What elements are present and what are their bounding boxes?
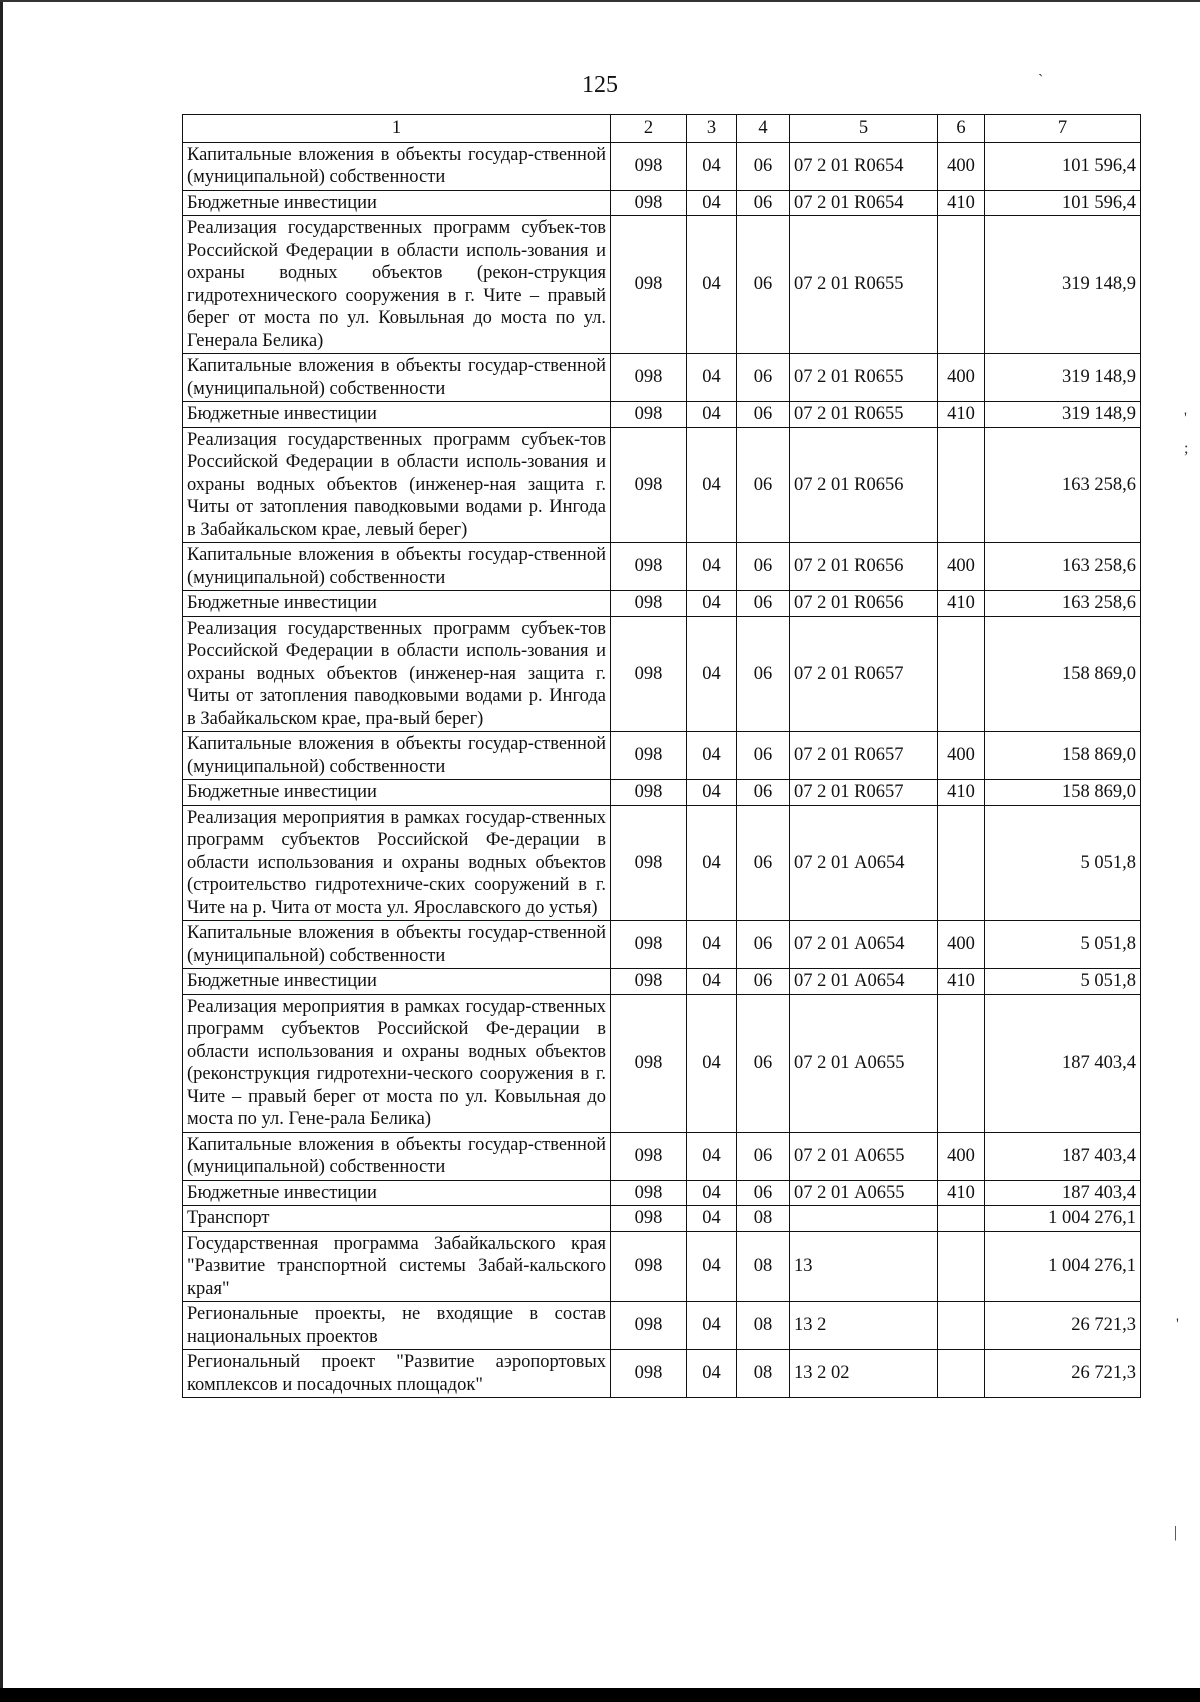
table-row	[183, 216, 1141, 354]
subsection-code: 08	[737, 1302, 790, 1350]
admin-code: 098	[611, 780, 687, 806]
subsection-code: 06	[737, 994, 790, 1132]
row-description: Реализация государственных программ субъек-тов Российской Федерации в области исполь-зования и охраны водных объектов (инженер-ная защита г. Читы от затопления паводковыми водами р. Ингода в Забайкальском крае, левый берег)	[183, 427, 611, 543]
amount: 158 869,0	[985, 732, 1141, 780]
expense-type-code: 410	[938, 402, 985, 428]
subsection-code: 08	[737, 1231, 790, 1302]
table-row	[183, 732, 1141, 780]
table-row	[183, 921, 1141, 969]
subsection-code: 06	[737, 216, 790, 354]
table-row	[183, 616, 1141, 732]
subsection-code: 06	[737, 616, 790, 732]
target-article-code: 07 2 01 R0656	[790, 591, 938, 617]
scan-mark: ;	[1184, 440, 1189, 457]
table-row	[183, 402, 1141, 428]
subsection-code: 06	[737, 190, 790, 216]
expense-type-code: 400	[938, 543, 985, 591]
section-code: 04	[687, 1132, 737, 1180]
row-description: Бюджетные инвестиции	[183, 591, 611, 617]
expense-type-code: 400	[938, 732, 985, 780]
amount: 1 004 276,1	[985, 1206, 1141, 1232]
table-row	[183, 805, 1141, 921]
expense-type-code: 400	[938, 921, 985, 969]
section-code: 04	[687, 780, 737, 806]
target-article-code: 13	[790, 1231, 938, 1302]
expense-type-code: 410	[938, 1180, 985, 1206]
table-row	[183, 969, 1141, 995]
row-description: Капитальные вложения в объекты государ-ственной (муниципальной) собственности	[183, 354, 611, 402]
admin-code: 098	[611, 1132, 687, 1180]
row-description: Бюджетные инвестиции	[183, 969, 611, 995]
section-code: 04	[687, 1180, 737, 1206]
table-row	[183, 142, 1141, 190]
section-code: 04	[687, 1206, 737, 1232]
expense-type-code: 410	[938, 780, 985, 806]
scan-mark: '	[1176, 1316, 1179, 1333]
admin-code: 098	[611, 1206, 687, 1232]
subsection-code: 06	[737, 354, 790, 402]
admin-code: 098	[611, 142, 687, 190]
target-article-code: 07 2 01 R0655	[790, 402, 938, 428]
expense-type-code	[938, 994, 985, 1132]
subsection-code: 06	[737, 805, 790, 921]
section-code: 04	[687, 732, 737, 780]
target-article-code: 07 2 01 R0657	[790, 780, 938, 806]
expense-type-code	[938, 1231, 985, 1302]
row-description: Капитальные вложения в объекты государ-ственной (муниципальной) собственности	[183, 543, 611, 591]
target-article-code: 07 2 01 R0657	[790, 732, 938, 780]
table-body	[183, 142, 1141, 1398]
section-code: 04	[687, 616, 737, 732]
amount: 319 148,9	[985, 216, 1141, 354]
amount: 5 051,8	[985, 805, 1141, 921]
row-description: Капитальные вложения в объекты государ-ственной (муниципальной) собственности	[183, 1132, 611, 1180]
table-row	[183, 591, 1141, 617]
admin-code: 098	[611, 427, 687, 543]
expense-type-code	[938, 1206, 985, 1232]
section-code: 04	[687, 402, 737, 428]
section-code: 04	[687, 142, 737, 190]
expense-type-code: 400	[938, 142, 985, 190]
subsection-code: 06	[737, 427, 790, 543]
scan-edge-left	[0, 0, 3, 1702]
subsection-code: 06	[737, 1132, 790, 1180]
amount: 26 721,3	[985, 1350, 1141, 1398]
subsection-code: 08	[737, 1206, 790, 1232]
table-row	[183, 1206, 1141, 1232]
target-article-code: 07 2 01 R0655	[790, 354, 938, 402]
table-row	[183, 1350, 1141, 1398]
target-article-code: 07 2 01 А0654	[790, 805, 938, 921]
expense-type-code	[938, 216, 985, 354]
expense-type-code: 400	[938, 354, 985, 402]
expense-type-code: 410	[938, 969, 985, 995]
subsection-code: 06	[737, 921, 790, 969]
section-code: 04	[687, 216, 737, 354]
subsection-code: 06	[737, 543, 790, 591]
section-code: 04	[687, 921, 737, 969]
amount: 319 148,9	[985, 402, 1141, 428]
target-article-code: 13 2 02	[790, 1350, 938, 1398]
admin-code: 098	[611, 216, 687, 354]
row-description: Региональные проекты, не входящие в состав национальных проектов	[183, 1302, 611, 1350]
amount: 187 403,4	[985, 994, 1141, 1132]
expense-type-code	[938, 1302, 985, 1350]
row-description: Капитальные вложения в объекты государ-ственной (муниципальной) собственности	[183, 732, 611, 780]
target-article-code: 07 2 01 R0656	[790, 427, 938, 543]
target-article-code: 07 2 01 R0654	[790, 190, 938, 216]
amount: 187 403,4	[985, 1132, 1141, 1180]
column-header: 7	[985, 115, 1141, 143]
section-code: 04	[687, 190, 737, 216]
target-article-code: 07 2 01 R0654	[790, 142, 938, 190]
section-code: 04	[687, 1231, 737, 1302]
column-header: 1	[183, 115, 611, 143]
expense-type-code	[938, 1350, 985, 1398]
target-article-code: 07 2 01 А0655	[790, 994, 938, 1132]
table-row	[183, 1302, 1141, 1350]
amount: 319 148,9	[985, 354, 1141, 402]
expense-type-code	[938, 805, 985, 921]
section-code: 04	[687, 591, 737, 617]
amount: 1 004 276,1	[985, 1231, 1141, 1302]
table-row	[183, 354, 1141, 402]
target-article-code: 07 2 01 А0655	[790, 1180, 938, 1206]
subsection-code: 06	[737, 780, 790, 806]
table-row	[183, 543, 1141, 591]
admin-code: 098	[611, 402, 687, 428]
scan-mark: |	[1174, 1524, 1178, 1541]
scan-edge-bottom	[0, 1688, 1200, 1702]
row-description: Региональный проект "Развитие аэропортовых комплексов и посадочных площадок"	[183, 1350, 611, 1398]
section-code: 04	[687, 1350, 737, 1398]
table-row	[183, 1180, 1141, 1206]
expense-type-code: 400	[938, 1132, 985, 1180]
table-row	[183, 190, 1141, 216]
admin-code: 098	[611, 1180, 687, 1206]
column-header: 3	[687, 115, 737, 143]
row-description: Транспорт	[183, 1206, 611, 1232]
section-code: 04	[687, 354, 737, 402]
amount: 163 258,6	[985, 427, 1141, 543]
admin-code: 098	[611, 994, 687, 1132]
subsection-code: 06	[737, 591, 790, 617]
subsection-code: 06	[737, 142, 790, 190]
amount: 101 596,4	[985, 142, 1141, 190]
row-description: Реализация государственных программ субъек-тов Российской Федерации в области исполь-зования и охраны водных объектов (инженер-ная защита г. Читы от затопления паводковыми водами р. Ингода в Забайкальском крае, пра-вый берег)	[183, 616, 611, 732]
target-article-code: 07 2 01 R0657	[790, 616, 938, 732]
section-code: 04	[687, 1302, 737, 1350]
admin-code: 098	[611, 969, 687, 995]
amount: 187 403,4	[985, 1180, 1141, 1206]
admin-code: 098	[611, 591, 687, 617]
admin-code: 098	[611, 616, 687, 732]
scan-edge-top	[0, 0, 1200, 2]
amount: 158 869,0	[985, 780, 1141, 806]
admin-code: 098	[611, 354, 687, 402]
table-row	[183, 1231, 1141, 1302]
table-header-row	[183, 115, 1141, 143]
row-description: Реализация мероприятия в рамках государ-ственных программ субъектов Российской Фе-дерации в области использования и охраны водных объектов (реконструкция гидротехни-ческого сооружения в г. Чите – правый берег от моста по ул. Ковыльная до моста по ул. Гене-рала Белика)	[183, 994, 611, 1132]
scan-mark: `	[1038, 72, 1044, 89]
section-code: 04	[687, 994, 737, 1132]
row-description: Капитальные вложения в объекты государ-ственной (муниципальной) собственности	[183, 921, 611, 969]
admin-code: 098	[611, 1302, 687, 1350]
target-article-code: 13 2	[790, 1302, 938, 1350]
expense-type-code	[938, 616, 985, 732]
amount: 163 258,6	[985, 591, 1141, 617]
row-description: Капитальные вложения в объекты государ-ственной (муниципальной) собственности	[183, 142, 611, 190]
target-article-code	[790, 1206, 938, 1232]
admin-code: 098	[611, 1231, 687, 1302]
expense-type-code: 410	[938, 190, 985, 216]
target-article-code: 07 2 01 А0654	[790, 921, 938, 969]
scan-mark: '	[1184, 410, 1187, 427]
amount: 101 596,4	[985, 190, 1141, 216]
section-code: 04	[687, 427, 737, 543]
admin-code: 098	[611, 1350, 687, 1398]
amount: 158 869,0	[985, 616, 1141, 732]
row-description: Реализация мероприятия в рамках государ-ственных программ субъектов Российской Фе-дерации в области использования и охраны водных объектов (строительство гидротехниче-ских сооружений в г. Чите на р. Чита от моста ул. Ярославского до устья)	[183, 805, 611, 921]
target-article-code: 07 2 01 А0654	[790, 969, 938, 995]
row-description: Бюджетные инвестиции	[183, 1180, 611, 1206]
amount: 5 051,8	[985, 921, 1141, 969]
column-header: 4	[737, 115, 790, 143]
table-row	[183, 427, 1141, 543]
row-description: Бюджетные инвестиции	[183, 190, 611, 216]
table-row	[183, 1132, 1141, 1180]
expense-type-code: 410	[938, 591, 985, 617]
section-code: 04	[687, 805, 737, 921]
table-row	[183, 994, 1141, 1132]
amount: 163 258,6	[985, 543, 1141, 591]
column-header: 5	[790, 115, 938, 143]
subsection-code: 06	[737, 969, 790, 995]
admin-code: 098	[611, 543, 687, 591]
page-number: 125	[582, 72, 618, 98]
row-description: Реализация государственных программ субъек-тов Российской Федерации в области исполь-зования и охраны водных объектов (рекон-струкция гидротехнического сооружения в г. Чите – правый берег от моста по ул. Ковыльная до моста по ул. Генерала Белика)	[183, 216, 611, 354]
section-code: 04	[687, 543, 737, 591]
subsection-code: 06	[737, 402, 790, 428]
admin-code: 098	[611, 732, 687, 780]
subsection-code: 06	[737, 1180, 790, 1206]
table-row	[183, 780, 1141, 806]
row-description: Бюджетные инвестиции	[183, 780, 611, 806]
admin-code: 098	[611, 921, 687, 969]
section-code: 04	[687, 969, 737, 995]
target-article-code: 07 2 01 А0655	[790, 1132, 938, 1180]
subsection-code: 08	[737, 1350, 790, 1398]
budget-table	[182, 114, 1141, 1398]
admin-code: 098	[611, 190, 687, 216]
expense-type-code	[938, 427, 985, 543]
column-header: 2	[611, 115, 687, 143]
column-header: 6	[938, 115, 985, 143]
target-article-code: 07 2 01 R0656	[790, 543, 938, 591]
subsection-code: 06	[737, 732, 790, 780]
row-description: Бюджетные инвестиции	[183, 402, 611, 428]
amount: 26 721,3	[985, 1302, 1141, 1350]
row-description: Государственная программа Забайкальского края "Развитие транспортной системы Забай-кальского края"	[183, 1231, 611, 1302]
amount: 5 051,8	[985, 969, 1141, 995]
target-article-code: 07 2 01 R0655	[790, 216, 938, 354]
admin-code: 098	[611, 805, 687, 921]
